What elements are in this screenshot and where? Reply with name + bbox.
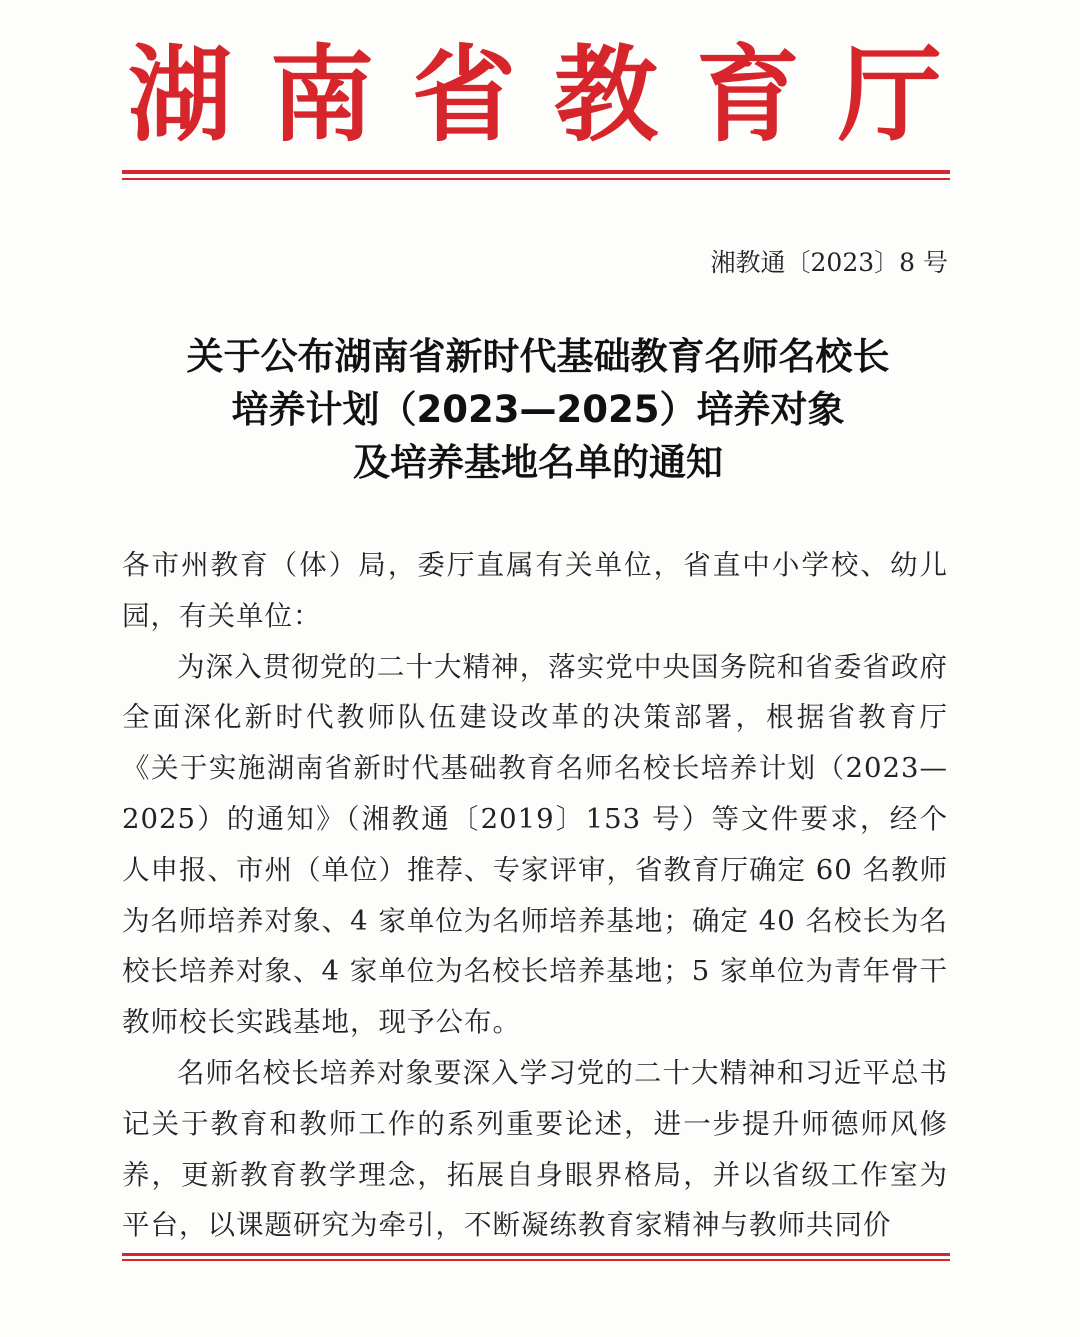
body-paragraph: 名师名校长培养对象要深入学习党的二十大精神和习近平总书记关于教育和教师工作的系列重要论述，进一步提升师德师风修养，更新教育教学理念，拓展自身眼界格局，并以省级工作室为平台，以课题研究为牵引，不断凝练教育家精神与教师共同价 xyxy=(122,1056,948,1242)
document-title xyxy=(120,330,956,489)
salutation: 各市州教育（体）局，委厅直属有关单位，省直中小学校、幼儿园，有关单位： xyxy=(122,549,948,632)
footer-rule-thin xyxy=(122,1259,950,1261)
letterhead-char: 厅 xyxy=(837,34,942,156)
footer-rule-thick xyxy=(122,1253,950,1256)
document-number: 湘教通〔2023〕8 号 xyxy=(710,248,948,277)
letterhead-rule-thick xyxy=(122,170,950,174)
letterhead-char: 育 xyxy=(695,34,800,156)
title-line: 及培养基地名单的通知 xyxy=(353,441,723,484)
body-paragraph: 为深入贯彻党的二十大精神，落实党中央国务院和省委省政府全面深化新时代教师队伍建设改革的决策部署，根据省教育厅《关于实施湖南省新时代基础教育名师名校长培养计划（2023—2025）的通知》（湘教通〔2019〕153 号）等文件要求，经个人申报、市州（单位）推荐、专家评审，省教育厅确定 60 名教师为名师培养对象、4 家单位为名师培养基地；确定 40 名校长为名校长培养对象、4 家单位为名校长培养基地；5 家单位为青年骨干教师校长实践基地，现予公布。 xyxy=(122,650,948,1039)
letterhead-char: 省 xyxy=(411,34,516,156)
title-line: 关于公布湖南省新时代基础教育名师名校长 xyxy=(186,335,890,378)
letterhead-char: 教 xyxy=(553,34,658,156)
letterhead-char: 南 xyxy=(269,34,374,156)
title-line: 培养计划（2023—2025）培养对象 xyxy=(231,388,845,431)
document-body xyxy=(122,540,948,1251)
letterhead-title xyxy=(120,30,950,160)
letterhead-rule-thin xyxy=(122,178,950,180)
letterhead-char: 湖 xyxy=(127,34,232,156)
